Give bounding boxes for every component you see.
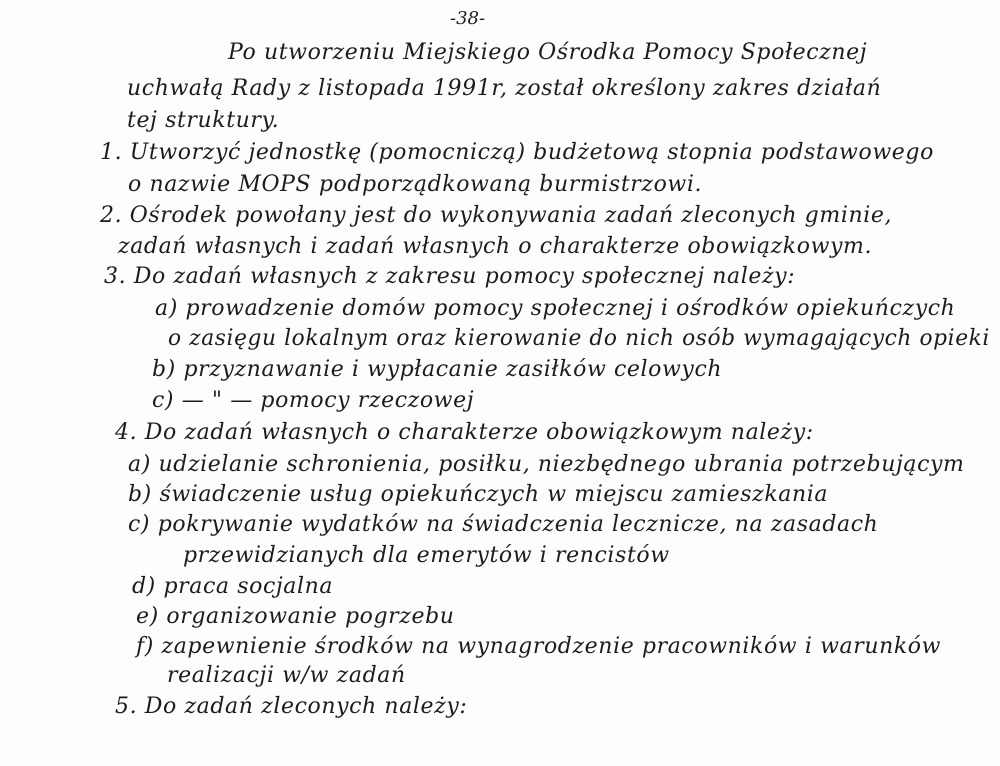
list-item-4: 4. Do zadań własnych o charakterze obowiązkowym należy: (115, 420, 814, 445)
sub-item-4c: c) pokrywanie wydatków na świadczenia lecznicze, na zasadach (128, 512, 879, 537)
list-item-2-continuation: zadań własnych i zadań własnych o charakterze obowiązkowym. (118, 234, 873, 259)
list-item-1-continuation: o nazwie MOPS podporządkowaną burmistrzowi. (128, 172, 703, 197)
sub-item-3a: a) prowadzenie domów pomocy społecznej i ośrodków opiekuńczych (155, 296, 956, 321)
sub-item-4c-continuation: przewidzianych dla emerytów i rencistów (183, 543, 670, 568)
sub-item-4a: a) udzielanie schronienia, posiłku, niezbędnego ubrania potrzebującym (128, 452, 965, 477)
list-item-5: 5. Do zadań zleconych należy: (115, 694, 468, 719)
sub-item-4e: e) organizowanie pogrzebu (136, 604, 455, 629)
paragraph-line: Po utworzeniu Miejskiego Ośrodka Pomocy Społecznej (228, 40, 868, 65)
sub-item-4f: f) zapewnienie środków na wynagrodzenie pracowników i warunków (136, 634, 942, 659)
sub-item-4d: d) praca socjalna (132, 574, 334, 599)
list-item-1: 1. Utworzyć jednostkę (pomocniczą) budżetową stopnia podstawowego (100, 140, 934, 165)
sub-item-3b: b) przyznawanie i wypłacanie zasiłków celowych (152, 357, 723, 382)
sub-item-3a-continuation: o zasięgu lokalnym oraz kierowanie do nich osób wymagających opieki (168, 326, 990, 351)
paragraph-line: tej struktury. (127, 108, 280, 133)
sub-item-4b: b) świadczenie usług opiekuńczych w miejscu zamieszkania (128, 482, 829, 507)
list-item-2: 2. Ośrodek powołany jest do wykonywania zadań zleconych gminie, (100, 203, 893, 228)
list-item-3: 3. Do zadań własnych z zakresu pomocy społecznej należy: (104, 264, 796, 289)
paragraph-line: uchwałą Rady z listopada 1991r, został określony zakres działań (127, 76, 882, 101)
sub-item-4f-continuation: realizacji w/w zadań (167, 663, 406, 688)
page-number: -38- (450, 8, 486, 29)
sub-item-3c: c) — " — pomocy rzeczowej (152, 388, 475, 413)
